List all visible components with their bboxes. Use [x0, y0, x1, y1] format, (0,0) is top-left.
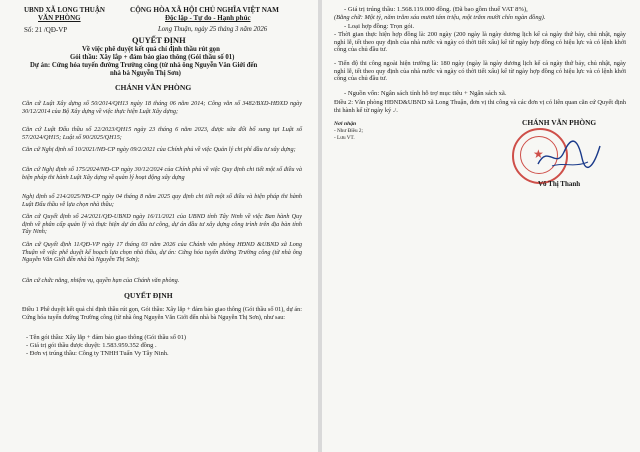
signer-name: Võ Thị Thanh [538, 180, 581, 188]
basis-6: Căn cứ Quyết định số 24/2021/QĐ-UBND ngày 16/11/2021 của UBND tỉnh Tây Ninh về việc Ban hành Quy định về phân cấp quản lý và thực hiện dự án đầu tư công, dự án đầu tư xây dựng công trình trên địa bàn tỉnh Tây Ninh; [22, 213, 302, 236]
contract-duration: - Thời gian thực hiện hợp đồng là: 200 ngày (200 ngày là ngày dương lịch kể cả ngày thứ bảy, chủ nhật, ngày nghỉ lễ, tết theo quy định của nhà nước và ngày có thời tiết xấu) kể từ ngày hợp đồng có hiệu lực và có lệnh khởi công của chủ đầu tư. [334, 31, 626, 54]
article-1-item-3: - Đơn vị trúng thầu: Công ty TNHH Tuấn Vy Tây Ninh. [26, 350, 169, 357]
official-seal-icon: ★ [512, 128, 568, 184]
award-value: - Giá trị trúng thầu: 1.568.119.000 đồng. (Đã bao gồm thuế VAT 8%), [344, 6, 528, 13]
basis-2: Căn cứ Luật Đấu thầu số 22/2023/QH15 ngày 23 tháng 6 năm 2023, được sửa đổi bổ sung tại Luật số 57/2024/QH15; Luật số 90/2025/QH15; [22, 126, 302, 141]
subject-line-1: Về việc phê duyệt kết quả chỉ định thầu rút gọn [82, 46, 220, 53]
subject-line-4: nhà bà Nguyễn Thị Sơn) [110, 70, 181, 77]
dept-name: VĂN PHÒNG [38, 14, 81, 22]
nation-motto: Độc lập - Tự do - Hạnh phúc [165, 14, 251, 22]
article-1-item-1: - Tên gói thầu: Xây lắp + đảm bảo giao thông (Gói thầu số 01) [26, 334, 187, 341]
subject-line-3: Dự án: Cứng hóa tuyến đường Trường công (từ nhà ông Nguyễn Văn Giới đến [30, 62, 258, 69]
nation-header: CỘNG HÒA XÃ HỘI CHỦ NGHĨA VIỆT NAM [130, 6, 279, 14]
doc-number: Số: 21 /QĐ-VP [24, 26, 68, 34]
recipient-item: - Lưu VT. [334, 135, 355, 141]
authority-title: CHÁNH VĂN PHÒNG [115, 83, 192, 92]
basis-3: Căn cứ Nghị định số 10/2021/NĐ-CP ngày 09/2/2021 của Chính phủ về việc Quản lý chi phí đầu tư xây dựng; [22, 146, 296, 153]
award-value-words: (Bằng chữ: Một tỷ, năm trăm sáu mươi tám triệu, một trăm mười chín ngàn đồng). [334, 14, 546, 21]
subject-line-2: Gói thầu: Xây lắp + đảm bảo giao thông (Gói thầu số 01) [70, 54, 235, 61]
contract-type: - Loại hợp đồng: Trọn gói. [344, 23, 415, 30]
article-2: Điều 2: Văn phòng HĐND&UBND xã Long Thuận, đơn vị thi công và các đơn vị có liên quan căn cứ Quyết định thi hành kể từ ngày ký ./. [334, 99, 626, 114]
signature-icon [534, 136, 604, 176]
decide-heading: QUYẾT ĐỊNH [124, 291, 173, 300]
recipient-item: - Như Điều 2; [334, 128, 363, 134]
basis-8: Căn cứ chức năng, nhiệm vụ, quyền hạn của Chánh văn phòng. [22, 277, 180, 284]
funding-source: - Nguồn vốn: Ngân sách tỉnh hỗ trợ mục tiêu + Ngân sách xã. [344, 90, 507, 97]
basis-5: Nghị định số 214/2025/NĐ-CP ngày 04 tháng 8 năm 2025 quy định chi tiết một số điều và biện pháp thi hành Luật Đấu thầu về lựa chọn nhà thầu; [22, 193, 302, 208]
article-1: Điều 1 Phê duyệt kết quả chỉ định thầu rút gọn, Gói thầu: Xây lắp + đảm bảo giao thông (Gói thầu số 01), dự án: Cứng hóa tuyến đường Trường công (từ nhà ông Nguyễn Văn Giới đến nhà bà Nguyễn Thị Sơn), như sau: [22, 306, 302, 321]
page-left [0, 0, 318, 452]
basis-1: Căn cứ Luật Xây dựng số 50/2014/QH13 ngày 18 tháng 06 năm 2014; Công văn số 3482/BXD-HĐXD ngày 30/12/2014 của Bộ Xây dựng về việc thực hiện Luật Xây dựng; [22, 100, 302, 115]
org-name: UBND XÃ LONG THUẬN [24, 6, 105, 14]
site-progress: - Tiến độ thi công ngoài hiện trường là: 180 ngày (ngày là ngày dương lịch kể cả ngày thứ bảy, chủ nhật, ngày nghỉ lễ, tết theo quy định của nhà nước và ngày có thời tiết xấu) kể từ ngày hợp đồng có hiệu lực và có lệnh khởi công của chủ đầu tư. [334, 60, 626, 83]
basis-7: Căn cứ Quyết định 11/QĐ-VP ngày 17 tháng 03 năm 2026 của Chánh văn phòng HĐND &UBND xã Long Thuận về việc phê duyệt kế hoạch lựa chọn nhà thầu, dự án: Cứng hóa tuyến đường Trường công (từ nhà ông Nguyễn Văn Giới đến nhà bà Nguyễn Thị Sơn); [22, 241, 302, 264]
page-right [322, 0, 640, 452]
recipients-title: Nơi nhận [334, 121, 357, 127]
basis-4: Căn cứ Nghị định số 175/2024/NĐ-CP ngày 30/12/2024 của Chính phủ về việc Quy định chi tiết một số điều và biện pháp thi hành Luật Xây dựng về quản lý hoạt động xây dựng [22, 166, 302, 181]
article-1-item-2: - Giá trị gói thầu được duyệt: 1.583.959.352 đồng . [26, 342, 157, 349]
doc-date: Long Thuận, ngày 25 tháng 3 năm 2026 [158, 26, 268, 33]
signer-title: CHÁNH VĂN PHÒNG [522, 118, 597, 127]
doc-type: QUYẾT ĐỊNH [132, 36, 186, 45]
